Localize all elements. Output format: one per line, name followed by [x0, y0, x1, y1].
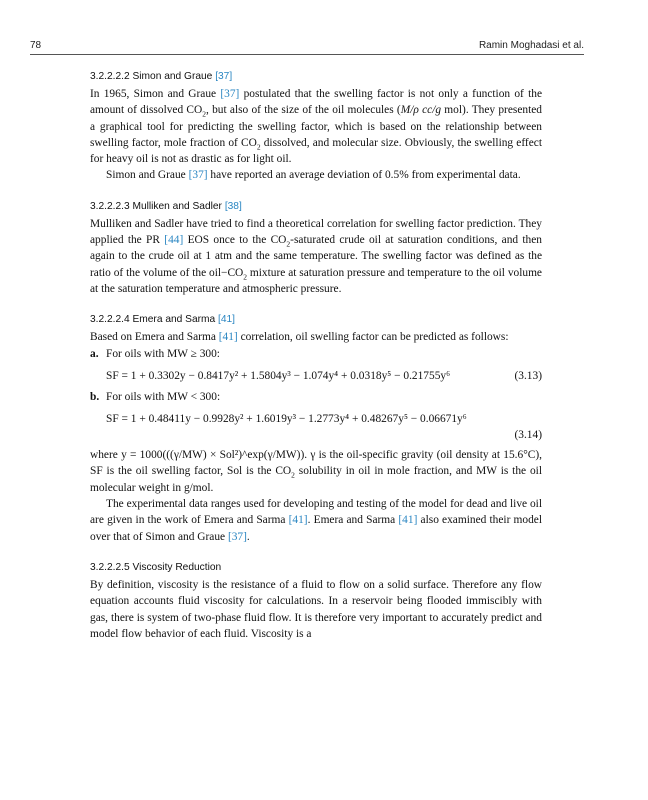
math-inline: M/ρ cc/g	[400, 104, 442, 117]
citation-link[interactable]: [38]	[224, 200, 242, 212]
paragraph	[90, 496, 542, 545]
text-run: mol). They presented a graphical tool for predicting the swelling factor, which is based on the relationship between swelling factor, mole fraction of CO	[90, 104, 542, 149]
text-run: Mulliken and Sadler have tried to find a theoretical correlation for swelling factor prediction. They applied the PR	[90, 217, 542, 247]
subscript: 2	[202, 109, 206, 119]
section-title: 3.2.2.2.2 Simon and Graue	[90, 71, 213, 82]
subscript: 2	[256, 142, 261, 152]
text-run: mixture at saturation pressure and temperature to the oil volume at the saturation temperature and atmospheric pressure.	[90, 266, 542, 295]
text-run: correlation, oil swelling factor can be predicted as follows:	[240, 331, 509, 344]
where-formula: y = 1000(((γ/MW) × Sol²)^exp(γ/MW))	[121, 449, 305, 462]
citation-link[interactable]: [41]	[218, 331, 238, 344]
text-run: Simon and Graue	[106, 169, 186, 182]
subscript: 2	[243, 271, 248, 281]
list-label: b.	[90, 390, 100, 403]
text-run: dissolved, and molecular size. Obviously, the swelling effect for heavy oil is not as drastic as for light oil.	[90, 136, 542, 166]
paragraph: By definition, viscosity is the resistance of a fluid to flow on a solid surface. Therefore any flow equation accounts fluid viscosity for calculations. In a reservoir being flooded immiscibly with gas, there is system of two-phase fluid flow. It is therefore very important to accurately predict and model flow behavior of each fluid. Viscosity is a	[90, 578, 542, 640]
paragraph	[90, 167, 542, 183]
list-item	[90, 389, 542, 405]
subscript: 2	[286, 239, 291, 249]
section-heading-viscosity-reduction	[90, 561, 542, 575]
text-run: The experimental data ranges used for developing and testing of the model for dead and live oil are given in the work of Emera and Sarma	[90, 498, 542, 527]
list-label: a.	[90, 347, 99, 360]
header-rule	[30, 54, 584, 55]
text-run: Based on Emera and Sarma	[90, 331, 216, 344]
text-run: , but also of the size of the oil molecules (	[206, 104, 401, 117]
subscript: 2	[291, 470, 295, 480]
equation-3-14	[90, 407, 542, 445]
citation-link[interactable]: [37]	[220, 88, 240, 100]
citation-link[interactable]: [41]	[218, 314, 235, 326]
page-number: 78	[30, 40, 42, 51]
citation-link[interactable]: [44]	[164, 234, 184, 247]
text-run: .	[246, 530, 250, 543]
section-title: 3.2.2.2.5 Viscosity Reduction	[90, 561, 222, 573]
equation-number: (3.13)	[514, 369, 542, 382]
running-author: Ramin Moghadasi et al.	[478, 40, 584, 51]
equation-number: (3.14)	[514, 429, 542, 442]
text-run: postulated that the swelling factor is not only a function of the amount of dissolved CO	[90, 88, 542, 117]
text-run: . γ is the oil-specific gravity (oil density at 15.6°C), SF is the oil swelling factor, Sol is the CO	[90, 449, 542, 478]
section-title: 3.2.2.2.4 Emera and Sarma	[90, 314, 216, 326]
citation-link[interactable]: [41]	[398, 514, 418, 527]
section-title: 3.2.2.2.3 Mulliken and Sadler	[90, 200, 222, 212]
citation-link[interactable]: [41]	[288, 514, 308, 527]
section-heading-emera-sarma	[90, 313, 542, 327]
paragraph	[90, 86, 542, 167]
text-run: also examined their model over that of Simon and Graue	[90, 514, 543, 543]
text-run: -saturated crude oil at saturation conditions, and then again to the crude oil at 1 atm and the same temperature. The swelling factor was defined as the ratio of the volume of the oil−CO	[90, 234, 542, 279]
equation-formula: SF = 1 + 0.48411y − 0.9928y² + 1.6019y³ − 1.2773y⁴ + 0.48267y⁵ − 0.06671y⁶	[106, 413, 467, 426]
section-heading-mulliken-sadler	[90, 200, 542, 214]
text-run: In 1965, Simon and Graue	[90, 88, 217, 100]
paragraph	[90, 447, 542, 496]
citation-link[interactable]: [37]	[215, 71, 233, 82]
section-heading-simon-graue	[90, 70, 542, 84]
text-run: where	[90, 449, 118, 462]
text-run: solubility in oil in mole fraction, and MW is the oil molecular weight in g/mol.	[90, 465, 542, 494]
text-run: . Emera and Sarma	[307, 514, 396, 527]
text-run: EOS once to the CO	[187, 234, 287, 247]
citation-link[interactable]: [37]	[227, 530, 247, 543]
paragraph	[90, 216, 542, 297]
citation-link[interactable]: [37]	[188, 169, 208, 182]
equation-3-13	[90, 364, 542, 388]
body-text	[90, 70, 542, 642]
list-text: For oils with MW < 300:	[106, 390, 221, 403]
paragraph	[90, 329, 542, 345]
equation-formula: SF = 1 + 0.3302y − 0.8417y² + 1.5804y³ − 1.074y⁴ + 0.0318y⁵ − 0.21755y⁶	[106, 369, 451, 382]
list-item	[90, 346, 542, 362]
text-run: have reported an average deviation of 0.5% from experimental data.	[210, 169, 521, 182]
list-text: For oils with MW ≥ 300:	[106, 347, 220, 360]
running-head	[30, 40, 584, 54]
